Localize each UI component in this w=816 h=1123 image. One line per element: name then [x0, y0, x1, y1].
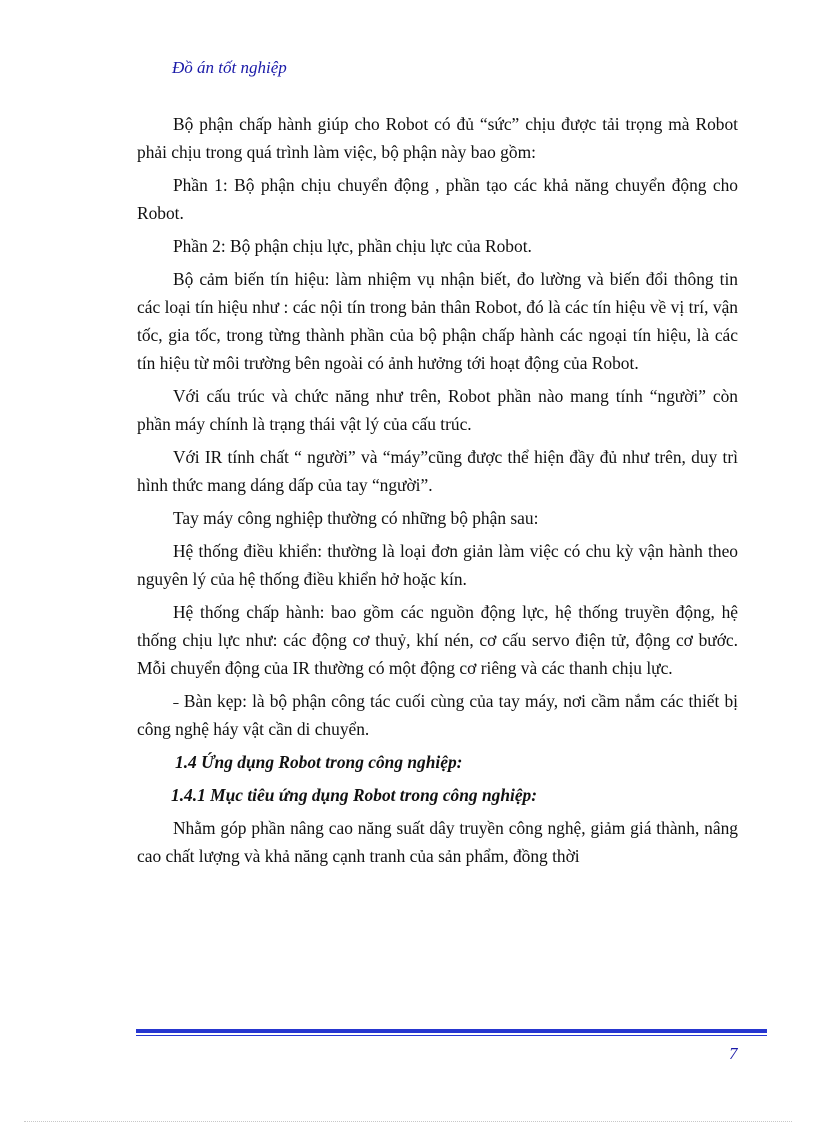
- page-number: 7: [729, 1044, 738, 1063]
- paragraph: Nhằm góp phần nâng cao năng suất dây truyền công nghệ, giảm giá thành, nâng cao chất lượng và khả năng cạnh tranh của sản phẩm, đồng thời: [137, 818, 738, 866]
- paragraph: Bộ phận chấp hành giúp cho Robot có đủ “sức” chịu được tải trọng mà Robot phải chịu trong quá trình làm việc, bộ phận này bao gồm:: [137, 114, 738, 162]
- paragraph: Bộ cảm biến tín hiệu: làm nhiệm vụ nhận biết, đo lường và biến đổi thông tin các loại tín hiệu như : các nội tín trong bản thân Robot, đó là các tín hiệu về vị trí, vận tốc, gia tốc, trong từng thành phần của bộ phận chấp hành các ngoại tín hiệu, là các tín hiệu từ môi trường bên ngoài có ảnh hưởng tới hoạt động của Robot.: [137, 269, 738, 373]
- paragraph: Tay máy công nghiệp thường có những bộ phận sau:: [173, 508, 539, 528]
- paragraph: Phần 2: Bộ phận chịu lực, phần chịu lực của Robot.: [173, 236, 532, 256]
- paragraph: Hệ thống điều khiển: thường là loại đơn giản làm việc có chu kỳ vận hành theo nguyên lý của hệ thống điều khiển hở hoặc kín.: [137, 541, 738, 589]
- footer-rule: [136, 1029, 767, 1033]
- paragraph: Với IR tính chất “ người” và “máy”cũng được thể hiện đầy đủ như trên, duy trì hình thức mang dáng dấp của tay “người”.: [137, 447, 738, 495]
- paragraph: ˗ Bàn kẹp: là bộ phận công tác cuối cùng của tay máy, nơi cầm nắm các thiết bị công nghệ háy vật cần di chuyển.: [137, 691, 738, 739]
- subsection-heading: 1.4.1 Mục tiêu ứng dụng Robot trong công nghiệp:: [171, 785, 538, 805]
- running-header: Đồ án tốt nghiệp: [172, 58, 287, 77]
- footer-rule-thin: [136, 1035, 767, 1036]
- body-text: [137, 110, 738, 875]
- page-edge: [24, 1121, 792, 1122]
- paragraph: Với cấu trúc và chức năng như trên, Robot phần nào mang tính “người” còn phần máy chính là trạng thái vật lý của cấu trúc.: [137, 386, 738, 434]
- section-heading: 1.4 Ứng dụng Robot trong công nghiệp:: [175, 752, 463, 772]
- paragraph: Hệ thống chấp hành: bao gồm các nguồn động lực, hệ thống truyền động, hệ thống chịu lực như: các động cơ thuỷ, khí nén, cơ cấu servo điện tử, động cơ bước. Mỗi chuyển động của IR thường có một động cơ riêng và các thanh chịu lực.: [137, 602, 738, 678]
- paragraph: Phần 1: Bộ phận chịu chuyển động , phần tạo các khả năng chuyển động cho Robot.: [137, 175, 738, 223]
